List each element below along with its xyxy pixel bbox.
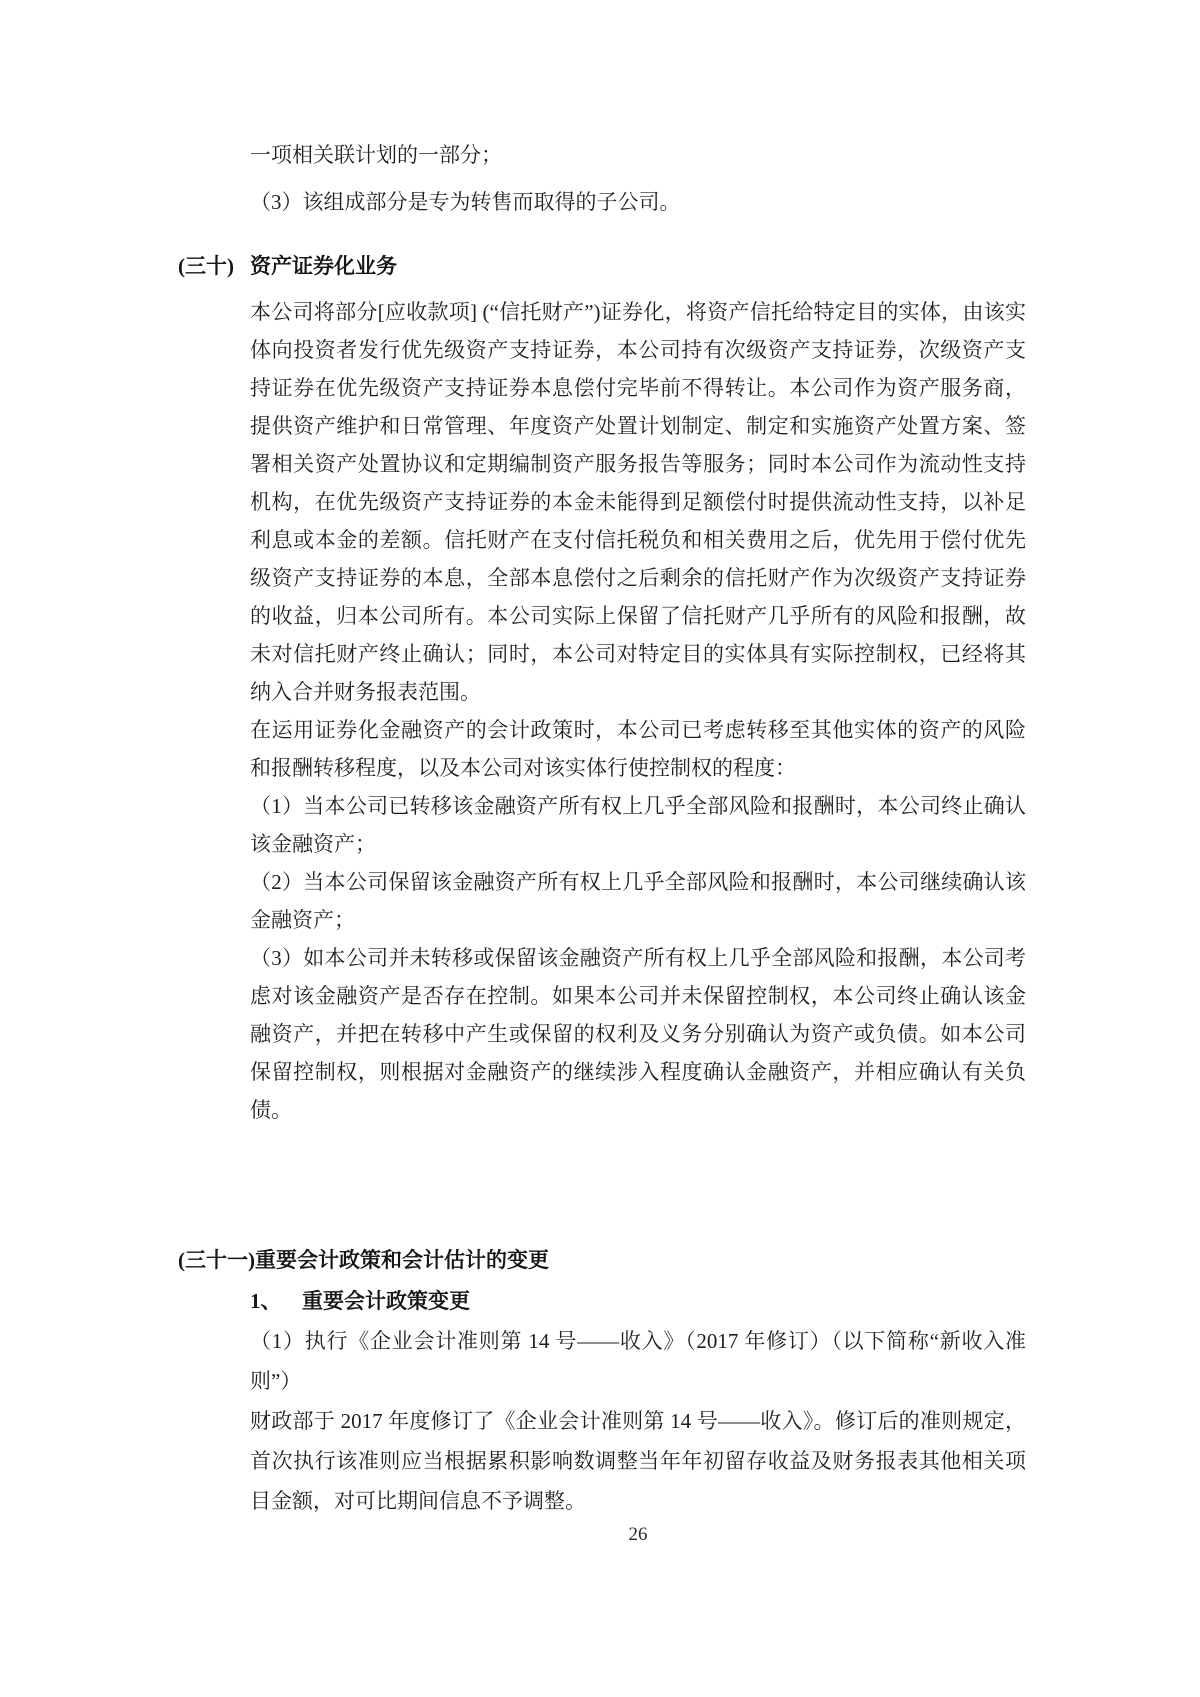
section-30-paragraph-securitization: 本公司将部分[应收款项] (“信托财产”)证券化，将资产信托给特定目的实体，由该实体向投资者发行优先级资产支持证券，本公司持有次级资产支持证券，次级资产支持证券在优先级资产支持证券本息偿付完毕前不得转让。本公司作为资产服务商，提供资产维护和日常管理、年度资产处置计划制定、制定和实施资产处置方案、签署相关资产处置协议和定期编制资产服务报告等服务；同时本公司作为流动性支持机构，在优先级资产支持证券的本金未能得到足额偿付时提供流动性支持，以补足利息或本金的差额。信托财产在支付信托税负和相关费用之后，优先用于偿付优先级资产支持证券的本息，全部本息偿付之后剩余的信托财产作为次级资产支持证券的收益，归本公司所有。本公司实际上保留了信托财产几乎所有的风险和报酬，故未对信托财产终止确认；同时，本公司对特定目的实体具有实际控制权，已经将其纳入合并财务报表范围。 bbox=[250, 300, 1026, 704]
subsection-1-heading bbox=[250, 1281, 1026, 1321]
section-30-item-3: （3）如本公司并未转移或保留该金融资产所有权上几乎全部风险和报酬，本公司考虑对该金融资产是否存在控制。如果本公司并未保留控制权，本公司终止确认该金融资产，并把在转移中产生或保留的权利及义务分别确认为资产或负债。如本公司保留控制权，则根据对金融资产的继续涉入程度确认金融资产，并相应确认有关负债。 bbox=[250, 946, 1026, 1122]
section-30-item-1: （1）当本公司已转移该金融资产所有权上几乎全部风险和报酬时，本公司终止确认该金融资产； bbox=[250, 794, 1026, 856]
section-30-title: 资产证券化业务 bbox=[250, 254, 397, 278]
section-30-paragraph-policy: 在运用证券化金融资产的会计政策时，本公司已考虑转移至其他实体的资产的风险和报酬转移程度，以及本公司对该实体行使控制权的程度： bbox=[250, 718, 1026, 780]
section-30-heading bbox=[178, 247, 1026, 285]
section-31-heading bbox=[178, 1241, 1026, 1279]
section-31-paragraph-mof: 财政部于 2017 年度修订了《企业会计准则第 14 号——收入》。修订后的准则规定，首次执行该准则应当根据累积影响数调整当年年初留存收益及财务报表其他相关项目金额，对可比期间信息不予调整。 bbox=[250, 1409, 1026, 1513]
section-30-number: (三十) bbox=[178, 254, 234, 278]
section-30-item-2: （2）当本公司保留该金融资产所有权上几乎全部风险和报酬时，本公司继续确认该金融资产； bbox=[250, 870, 1026, 932]
page-content bbox=[178, 0, 1026, 1521]
subsection-1-number: 1、 bbox=[250, 1289, 282, 1313]
subsection-1-title: 重要会计政策变更 bbox=[302, 1289, 470, 1313]
section-31-number: (三十一) bbox=[178, 1248, 255, 1272]
page-number: 26 bbox=[628, 1524, 648, 1545]
continued-paragraph-line: 一项相关联计划的一部分； bbox=[250, 143, 502, 167]
list-item-3-subsidiary: （3）该组成部分是专为转售而取得的子公司。 bbox=[250, 190, 681, 214]
section-31-title: 重要会计政策和会计估计的变更 bbox=[255, 1248, 549, 1272]
section-31-paragraph-standard: （1）执行《企业会计准则第 14 号——收入》（2017 年修订）（以下简称“新收入准则”） bbox=[250, 1329, 1026, 1393]
